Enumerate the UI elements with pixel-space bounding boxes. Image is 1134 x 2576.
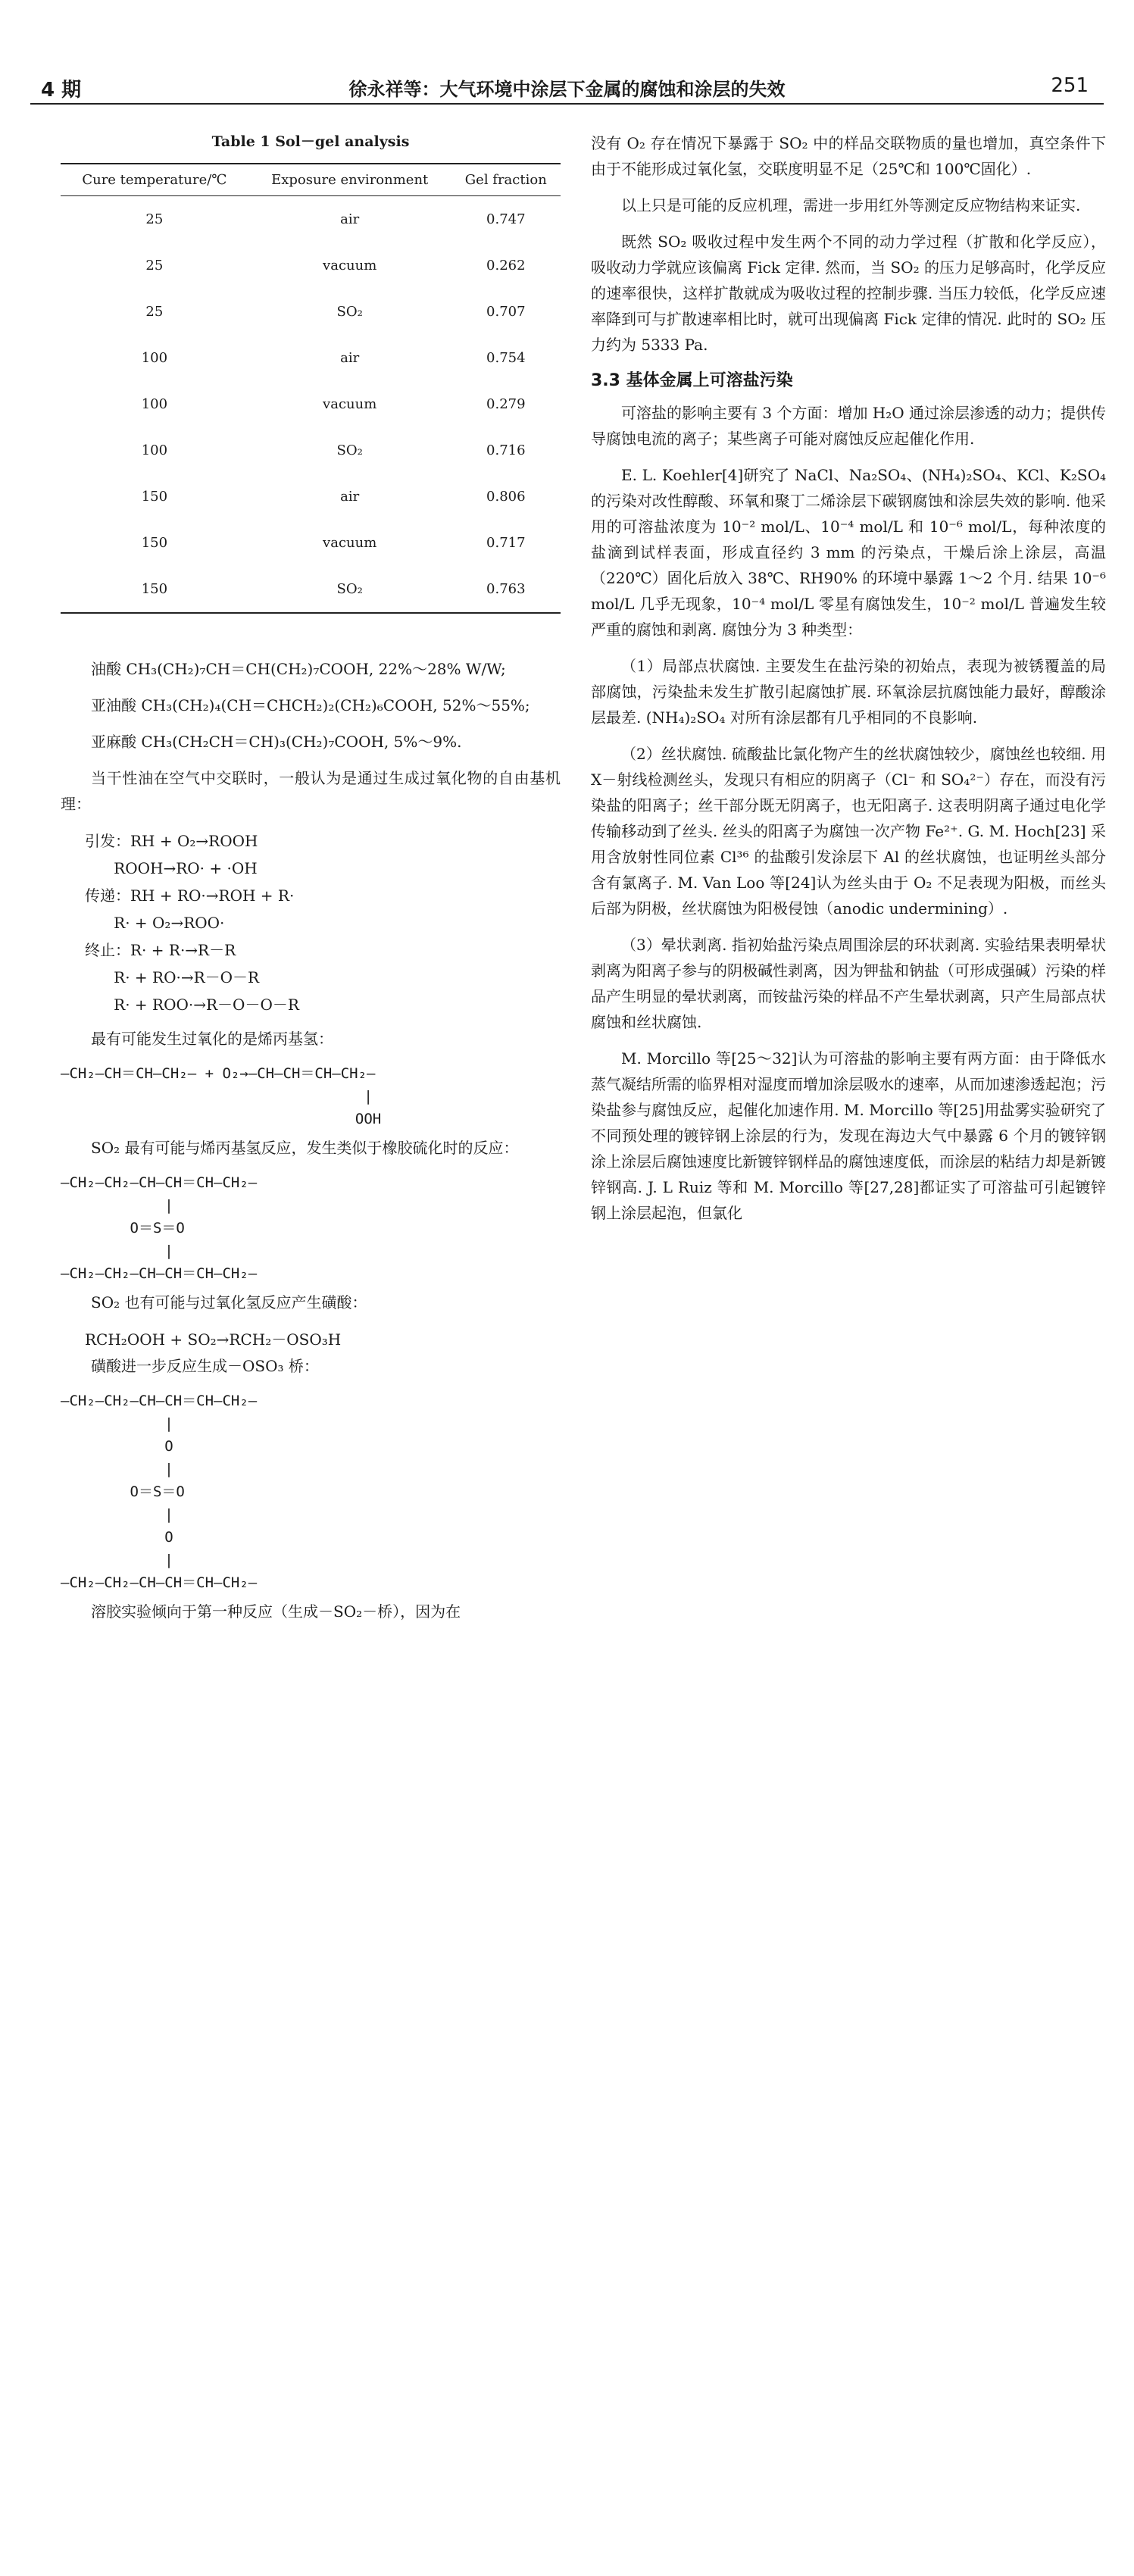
paragraph: 既然 SO₂ 吸收过程中发生两个不同的动力学过程（扩散和化学反应），吸收动力学就应该偏离 Fick 定律. 然而，当 SO₂ 的压力足够高时，化学反应的速率很快，这样扩散就成为吸收过程的控制步骤. 当压力较低，化学反应速率降到可与扩散速率相比时，就可出现偏离 Fick 定律的情况. 此时的 SO₂ 压力约为 5333 Pa. (591, 233, 1106, 354)
paragraph: 没有 O₂ 存在情况下暴露于 SO₂ 中的样品交联物质的量也增加，真空条件下由于不能形成过氧化氢，交联度明显不足（25℃和 100℃固化）. (591, 134, 1106, 178)
table-cell: 100 (141, 350, 168, 366)
section-heading: 3.3 基体金属上可溶盐污染 (591, 371, 793, 390)
table-cell: 0.262 (486, 258, 526, 274)
table-row (61, 381, 561, 427)
table-caption: Table 1 Sol－gel analysis (211, 133, 410, 150)
table-cell: 0.716 (486, 442, 526, 458)
table-row (61, 474, 561, 520)
sulfonate-bridge-text: 磺酸进一步反应生成－OSO₃ 桥： (91, 1357, 319, 1375)
table-cell: 100 (141, 396, 168, 412)
radical-mechanism: 引发：RH + O₂→ROOH ROOH→RO· + ·OH 传递：RH + RO·→ROH + R· R· + O₂→ROO· 终止：R· + R·→R－R R· + RO·→R－O－R R· + ROO·→R－O－O－R (85, 832, 299, 1014)
issue-number: 4 期 (41, 79, 82, 102)
table-cell: 150 (141, 535, 168, 551)
table-row (61, 242, 561, 289)
right-column (591, 130, 1106, 1236)
table-cell: 0.806 (486, 489, 526, 505)
table-cell: 150 (141, 489, 168, 505)
table-cell: 0.747 (486, 211, 526, 227)
paragraph: （2）丝状腐蚀. 硫酸盐比氯化物产生的丝状腐蚀较少，腐蚀丝也较细. 用 X－射线检测丝头，发现只有相应的阴离子（Cl⁻ 和 SO₄²⁻）存在，而没有污染盐的阳离子；丝干部分既无阴离子，也无阳离子. 这表明阴离子通过电化学传输移动到了丝头. 丝头的阳离子为腐蚀一次产物 Fe²⁺. G. M. Hoch[23] 采用含放射性同位素 Cl³⁶ 的盐酸引发涂层下 Al 的丝状腐蚀，也证明丝头部分含有氯离子. M. Van Loo 等[24]认为丝头由于 O₂ 不足表现为阳极，而丝头后部为阴极，丝状腐蚀为阳极侵蚀（anodic undermining）. (591, 745, 1106, 918)
header-rule (30, 103, 1104, 105)
table-cell: 25 (145, 258, 164, 274)
table-cell: 0.707 (486, 304, 526, 320)
so2-peroxide-text: SO₂ 也有可能与过氧化氢反应产生磺酸： (91, 1293, 367, 1311)
table-header-cell: Exposure environment (248, 164, 451, 196)
oleic-acid-line: 油酸 CH₃(CH₂)₇CH＝CH(CH₂)₇COOH, 22%～28% W/W; (91, 660, 506, 678)
table-cell: vacuum (323, 396, 377, 412)
left-column (61, 130, 561, 1635)
table-cell: 0.717 (486, 535, 526, 551)
paragraph: （1）局部点状腐蚀. 主要发生在盐污染的初始点，表现为被锈覆盖的局部腐蚀，污染盐未发生扩散引起腐蚀扩展. 环氧涂层抗腐蚀能力最好，醇酸涂层最差. (NH₄)₂SO₄ 对所有涂层都有几乎相同的不良影响. (591, 657, 1106, 727)
table-row (61, 335, 561, 381)
so2-rubber-text: SO₂ 最有可能与烯丙基氢反应，发生类似于橡胶硫化时的反应： (91, 1139, 519, 1157)
table-cell: air (340, 350, 360, 366)
table-cell: SO₂ (336, 442, 363, 458)
paragraph: 可溶盐的影响主要有 3 个方面：增加 H₂O 通过涂层渗透的动力；提供传导腐蚀电流的离子；某些离子可能对腐蚀反应起催化作用. (591, 404, 1107, 448)
paragraph: M. Morcillo 等[25～32]认为可溶盐的影响主要有两方面：由于降低水蒸气凝结所需的临界相对湿度而增加涂层吸水的速率，从而加速渗透起泡；污染盐参与腐蚀反应，起催化加速作用. M. Morcillo 等[25]用盐雾实验研究了不同预处理的镀锌钢上涂层的行为，发现在海边大气中暴露 6 个月的镀锌钢涂上涂层后腐蚀速度比新镀锌钢样品的腐蚀速度低，而涂层的粘结力却是新镀锌钢高. J. L Ruiz 等和 M. Morcillo 等[27,28]都证实了可溶盐可引起镀锌钢上涂层起泡，但氯化 (591, 1049, 1106, 1222)
mechanism-intro: 当干性油在空气中交联时，一般认为是通过生成过氧化物的自由基机理： (61, 769, 561, 813)
sulfonic-acid-equation: RCH₂OOH + SO₂→RCH₂－OSO₃H (85, 1330, 342, 1349)
page-number: 251 (1051, 74, 1089, 97)
paragraph: E. L. Koehler[4]研究了 NaCl、Na₂SO₄、(NH₄)₂SO₄、KCl、K₂SO₄ 的污染对改性醇酸、环氧和聚丁二烯涂层下碳钢腐蚀和涂层失效的影响. 他采用的可溶盐浓度为 10⁻² mol/L、10⁻⁴ mol/L 和 10⁻⁶ mol/L，每种浓度的盐滴到试样表面，形成直径约 3 mm 的污染点，干燥后涂上涂层，高温（220℃）固化后放入 38℃、RH90% 的环境中暴露 1～2 个月. 结果 10⁻⁶ mol/L 几乎无现象，10⁻⁴ mol/L 零星有腐蚀发生，10⁻² mol/L 普遍发生较严重的腐蚀和剥离. 腐蚀分为 3 种类型： (591, 466, 1106, 639)
table-cell: 150 (61, 566, 248, 613)
table-header-cell: Cure temperature/℃ (61, 164, 248, 196)
table-cell: SO₂ (336, 304, 363, 320)
table-row (61, 196, 561, 243)
table-cell: 0.763 (451, 566, 561, 613)
allyl-intro: 最有可能发生过氧化的是烯丙基氢： (91, 1030, 333, 1048)
sol-gel-conclusion: 溶胶实验倾向于第一种反应（生成－SO₂－桥），因为在 (91, 1602, 461, 1621)
sulfone-bridge-structure: —CH₂—CH₂—CH—CH＝CH—CH₂— | O＝S＝O | —CH₂—CH₂—CH—CH＝CH—CH₂— (61, 1174, 258, 1282)
table-cell: 25 (145, 304, 164, 320)
table-row (61, 427, 561, 474)
table-cell: SO₂ (248, 566, 451, 613)
table-row (61, 566, 561, 613)
table-cell: air (340, 211, 360, 227)
linolenic-acid-line: 亚麻酸 CH₃(CH₂CH＝CH)₃(CH₂)₇COOH, 5%～9%. (91, 733, 462, 751)
table-cell: vacuum (323, 258, 377, 274)
table-cell: 0.279 (486, 396, 526, 412)
table-header-cell: Gel fraction (451, 164, 561, 196)
allyl-equation: —CH₂—CH＝CH—CH₂— + O₂→—CH—CH＝CH—CH₂— | OOH (61, 1065, 382, 1127)
table-row (61, 520, 561, 566)
table-cell: 25 (145, 211, 164, 227)
paragraph: 以上只是可能的反应机理，需进一步用红外等测定反应物结构来证实. (621, 196, 1081, 214)
running-header (30, 70, 1104, 105)
table-cell: 0.754 (486, 350, 526, 366)
table-header-row (61, 164, 561, 196)
sol-gel-table (61, 163, 561, 614)
table-cell: vacuum (323, 535, 377, 551)
table-cell: air (340, 489, 360, 505)
linoleic-acid-line: 亚油酸 CH₃(CH₂)₄(CH＝CHCH₂)₂(CH₂)₆COOH, 52%～55%; (91, 696, 530, 714)
table-row (61, 289, 561, 335)
running-title: 徐永祥等：大气环境中涂层下金属的腐蚀和涂层的失效 (348, 79, 786, 100)
table-cell: 100 (141, 442, 168, 458)
sulfate-bridge-structure: —CH₂—CH₂—CH—CH＝CH—CH₂— | O | O＝S＝O | O | —CH₂—CH₂—CH—CH＝CH—CH₂— (61, 1393, 258, 1591)
paragraph: （3）晕状剥离. 指初始盐污染点周围涂层的环状剥离. 实验结果表明晕状剥离为阳离子参与的阴极碱性剥离，因为钾盐和钠盐（可形成强碱）污染的样品产生明显的晕状剥离，而铵盐污染的样品不产生晕状剥离，只产生局部点状腐蚀和丝状腐蚀. (591, 936, 1106, 1031)
